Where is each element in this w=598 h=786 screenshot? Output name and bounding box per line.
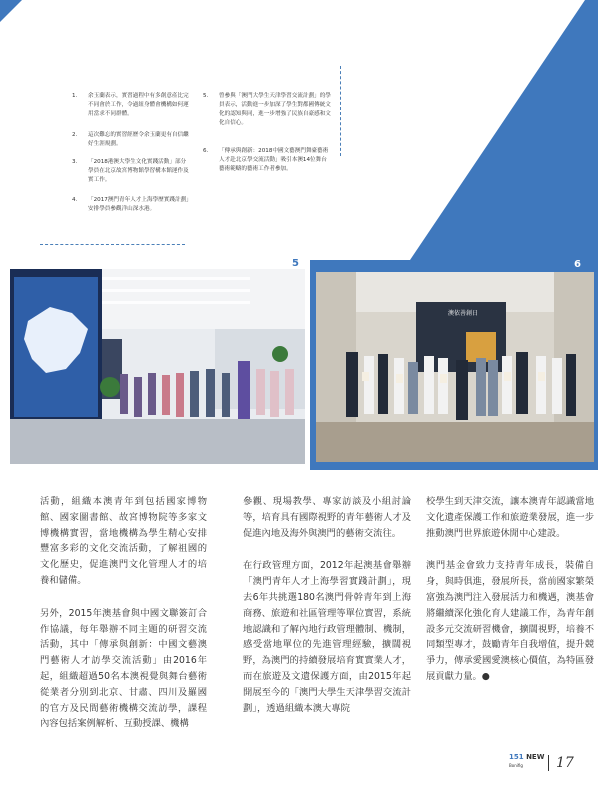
- article-column-2: [243, 494, 411, 716]
- page-number: 17: [556, 755, 574, 771]
- logo-word: NEW: [526, 753, 545, 761]
- paragraph: 參觀、現場教學、專家訪談及小組討論等，培育具有國際視野的青年藝術人才及促進內地及海外與澳門的藝術交流往。: [243, 496, 411, 539]
- paragraph: 活動，組織本澳青年到包括國家博物館、國家圖書館、故宮博物院等多家文博機構實習，當地機構為學生精心安排豐富多彩的文化交流活動，了解祖國的文化歷史，促進澳門文化管理人才的培養和儲備。: [40, 496, 207, 586]
- caption-item: 6. 「傳承與創新：2018中國文藝澳門舞臺藝術人才赴北京學交流活動」吸引本澳14位舞台藝術範疇的藝術工作者參加。: [203, 148, 329, 172]
- caption-item: 2. 這次難忘的實習經歷令余玉蘭更有自信繼好生涯規劃。: [72, 132, 189, 147]
- logo-number: 151: [509, 753, 524, 761]
- dashed-divider: [340, 66, 341, 156]
- paragraph: 另外，2015年澳基會與中國文聯簽訂合作協議，每年舉辦不同主題的研習交流活動，其中「傳承與創新：中國文藝澳門藝術人才訪學交流活動」由2016年起，組織超過50名本澳視覺與舞台藝術從業者分別到北京、甘肅、四川及羅國的官方及民間藝術機構交流訪學，課程內容包括案例解析、互動授課、機構: [40, 607, 207, 730]
- photo-number-label: 6: [574, 259, 581, 270]
- photo-group: [316, 272, 594, 462]
- footer-divider: [548, 755, 549, 771]
- article-column-1: [40, 494, 207, 732]
- paragraph: 在行政管理方面，2012年起澳基會舉辦「澳門青年人才上海學習實踐計劃」，現去6年共挑選180名澳門骨幹青年到上海商務、旅遊和社區管理等單位實習，系統地認識和了解內地行政管理體制、機制，感受當地單位的先進管理經驗，擴闊視野，為澳門的持續發展培育實實業人才，而在旅遊及文遺保護方面，由2015年起開展至今的「澳門大學生天津學習交流計劃」，透過組織本澳大專院: [243, 560, 411, 714]
- paragraph: 校學生到天津交流，讓本澳青年認識當地文化遺產保護工作和旅遊業發展，進一步推動澳門世界旅遊休閒中心建設。: [426, 496, 594, 539]
- captions-left: [72, 92, 190, 232]
- caption-item: 4. 「2017澳門青年人才上海學歷實踐計劃」安排學員參觀洋山深水港。: [72, 197, 189, 212]
- dashed-divider: [40, 244, 185, 245]
- banner-title: 澳依善創日: [448, 310, 479, 317]
- photo-number-label: 5: [292, 258, 299, 269]
- magazine-logo: [509, 753, 545, 775]
- captions-right: [203, 92, 331, 192]
- logo-subtitle: Bonifig: [509, 763, 523, 768]
- caption-item: 3. 「2018港澳大學生文化實踐活動」部分學員在北京故宮博物館學習構本館運作及實工作。: [72, 159, 189, 183]
- photo-exhibition: [10, 269, 305, 464]
- caption-item: 1. 余玉蘭表示，實習過程中有多創意產比完不同會於工作，令過紐身體會機構如何運用當求不同群體。: [72, 93, 189, 117]
- paragraph: 澳門基金會致力支持青年成長，裝備自身，與時俱進，發展所長，當前國家繁榮富強為澳門注入發展活力和機遇，澳基會將繼續深化強化育人建議工作，為青年創設多元交流研習機會，擴闊視野，培養不同類型專才，鼓勵青年自我增值，提升競爭力，傳承愛國愛澳核心價值，為特區發展貢獻力量。●: [426, 560, 594, 682]
- article-column-3: [426, 494, 594, 685]
- caption-item: 5. 曾參與「澳門大學生天津學習交流計劃」的學員表示，活動進一步加深了學生對都國傳統文化的認知與同，進一步增強了民族自豪感和文化自信心。: [203, 93, 331, 126]
